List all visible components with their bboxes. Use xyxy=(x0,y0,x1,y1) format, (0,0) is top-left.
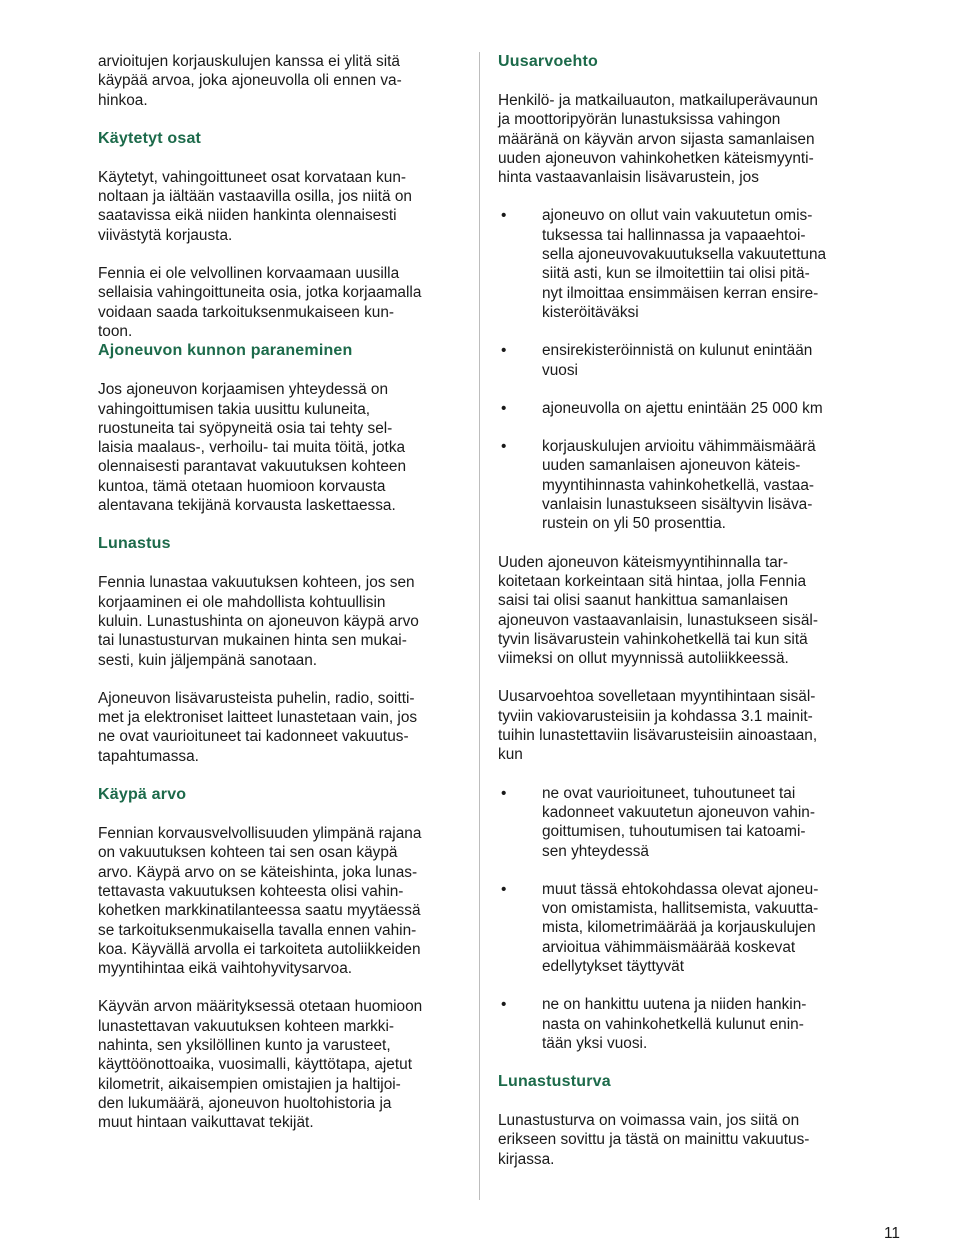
conditions-list xyxy=(498,206,864,533)
paragraph-fennia-not-obliged: Fennia ei ole velvollinen korvaamaan uusilla sellaisia vahingoittuneita osia, jotka korjaamalla voidaan saada tarkoituksenmukaiseen kun- toon. xyxy=(98,265,422,340)
paragraph-fair-value: Fennian korvausvelvollisuuden ylimpänä rajana on vakuutuksen kohteen tai sen osan käypä arvo. Käypä arvo on se käteishinta, joka lunas- tettavasta vakuutuksen kohteesta olisi vahin- kohetken markkinatilanteessa saatu myytäessä se tarkoituksenmukaisella tavalla ennen vahin- koa. Käyvällä arvolla ei tarkoiteta autoliikkeiden myyntihintaa eikä vaihtohyvitysarvoa. xyxy=(98,825,422,978)
paragraph-fair-value-determination: Käyvän arvon määrityksessä otetaan huomioon lunastettavan vakuutuksen kohteen markki- nahinta, sen yksilöllinen kunto ja varusteet, käyttöönottoaika, vuosimalli, käyttötapa, ajetut kilometrit, aikaisempien omistajien ja haltijoi- den lukumäärä, ajoneuvon huoltohistoria ja muut hintaan vaikuttavat tekijät. xyxy=(98,998,423,1132)
list-item: • ajoneuvolla on ajettu enintään 25 000 km xyxy=(501,399,823,417)
paragraph-new-value-intro: Henkilö- ja matkailuauton, matkailuperävaunun ja moottoripyörän lunastuksissa vahingon määränä on käyvän arvon sijasta samanlaisen uuden ajoneuvon vahinkohetken käteismyynti- hinta vastaavanlaisin lisävarustein, jos xyxy=(498,92,818,187)
paragraph-accessories: Ajoneuvon lisävarusteista puhelin, radio, soitti- met ja elektroniset laitteet lunastetaan vain, jos ne ovat vaurioituneet tai kadonneet vakuutus- tapahtumassa. xyxy=(98,689,418,765)
paragraph-condition-improvement: Jos ajoneuvon korjaamisen yhteydessä on vahingoittumisen takia uusittu kuluneita, ruostuneita tai syöpyneitä osia tai tehty sel- laisia maalaus-, verhoilu- tai muita töitä, jotka olennaisesti parantavat vakuutuksen kohteen kuntoa, tämä otetaan huomioon korvausta alentavana tekijänä korvausta laskettaessa. xyxy=(98,381,407,515)
list-item: • ajoneuvo on ollut vain vakuutetun omis- tuksessa tai hallinnassa ja vapaaehtoi- sella ajoneuvovakuutuksella vakuutettuna siitä asti, kun se ilmoitettiin tai olisi pitä- nyt ilmoittaa ensimmäisen kerran ensire- kisteröitäväksi xyxy=(501,207,827,321)
paragraph-new-vehicle-price: Uuden ajoneuvon käteismyyntihinnalla tar- koitetaan korkeintaan sitä hintaa, jolla Fennia saisi tai olisi saanut hankittua samanlaisen ajoneuvon vastaavanlaisin, lunastukseen sisäl- tyvin lisävarustein vahinkohetkellä tai kun sitä viimeksi on ollut myynnissä autoliikkeessä. xyxy=(498,553,818,668)
left-column xyxy=(98,52,460,1132)
paragraph-used-parts: Käytetyt, vahingoittuneet osat korvataan kun- noltaan ja iältään vastaavilla osilla, jos niitä on saatavissa eikä niiden hankinta olennaisesti viivästytä korjausta. xyxy=(98,168,412,244)
heading-kaytetyt-osat: Käytetyt osat xyxy=(98,129,202,147)
bullet-icon: • xyxy=(501,342,507,360)
list-item: • ne ovat vaurioituneet, tuhoutuneet tai kadonneet vakuutetun ajoneuvon vahin- goittumisen, tuhoutumisen tai katoami- sen yhteydessä xyxy=(501,784,815,860)
heading-lunastusturva: Lunastusturva xyxy=(498,1073,611,1091)
bullet-icon: • xyxy=(501,207,507,225)
paragraph-redemption-cover: Lunastusturva on voimassa vain, jos siitä on erikseen sovittu ja tästä on mainittu vakuutus- kirjassa. xyxy=(498,1112,810,1168)
list-item: • muut tässä ehtokohdassa olevat ajoneu- von omistamista, hallitsemista, vakuutta- mista, kilometrimäärää ja korjauskulujen arvioitua vähimmäismäärää koskevat edellytykset täyttyvät xyxy=(501,880,819,975)
list-item: • ne on hankittu uutena ja niiden hankin- nasta on vahinkohetkellä kulunut enin- tään yksi vuosi. xyxy=(501,996,807,1052)
page-number: 11 xyxy=(884,1225,900,1242)
heading-kaypa-arvo: Käypä arvo xyxy=(98,786,187,804)
paragraph-redemption: Fennia lunastaa vakuutuksen kohteen, jos sen korjaaminen ei ole mahdollista kohtuullisin kuluin. Lunastushinta on ajoneuvon käypä arvo tai lunastusturvan mukainen hinta sen mukai- sesti, kuin jäljempänä sanotaan. xyxy=(98,574,419,669)
list-item: • korjauskulujen arvioitu vähimmäismäärä uuden samanlaisen ajoneuvon käteis- myyntihinnasta vahinkohetkellä, vastaa- vanlaisin lunastukseen sisältyvin lisäva- rustein on yli 50 prosenttia. xyxy=(501,438,816,533)
accessory-conditions-list xyxy=(498,784,864,1054)
list-item: • ensirekisteröinnistä on kulunut enintään vuosi xyxy=(501,342,813,379)
heading-lunastus: Lunastus xyxy=(98,535,171,553)
heading-ajoneuvon-kunnon-paraneminen: Ajoneuvon kunnon paraneminen xyxy=(98,342,353,360)
heading-uusarvoehto: Uusarvoehto xyxy=(498,53,598,70)
bullet-icon: • xyxy=(501,399,507,417)
paragraph-new-value-applies: Uusarvoehtoa sovelletaan myyntihintaan sisäl- tyviin vakiovarusteisiin ja kohdassa 3.1 mainit- tuihin lunastettaviin lisävarusteisiin ainoastaan, kun xyxy=(498,688,818,764)
bullet-icon: • xyxy=(501,438,507,456)
bullet-icon: • xyxy=(501,996,507,1014)
bullet-icon: • xyxy=(501,880,507,898)
column-divider xyxy=(479,52,480,1200)
bullet-icon: • xyxy=(501,784,507,802)
right-column xyxy=(498,52,864,1169)
paragraph-continued: arvioitujen korjauskulujen kanssa ei ylitä sitä käypää arvoa, joka ajoneuvolla oli ennen va- hinkoa. xyxy=(98,53,402,109)
